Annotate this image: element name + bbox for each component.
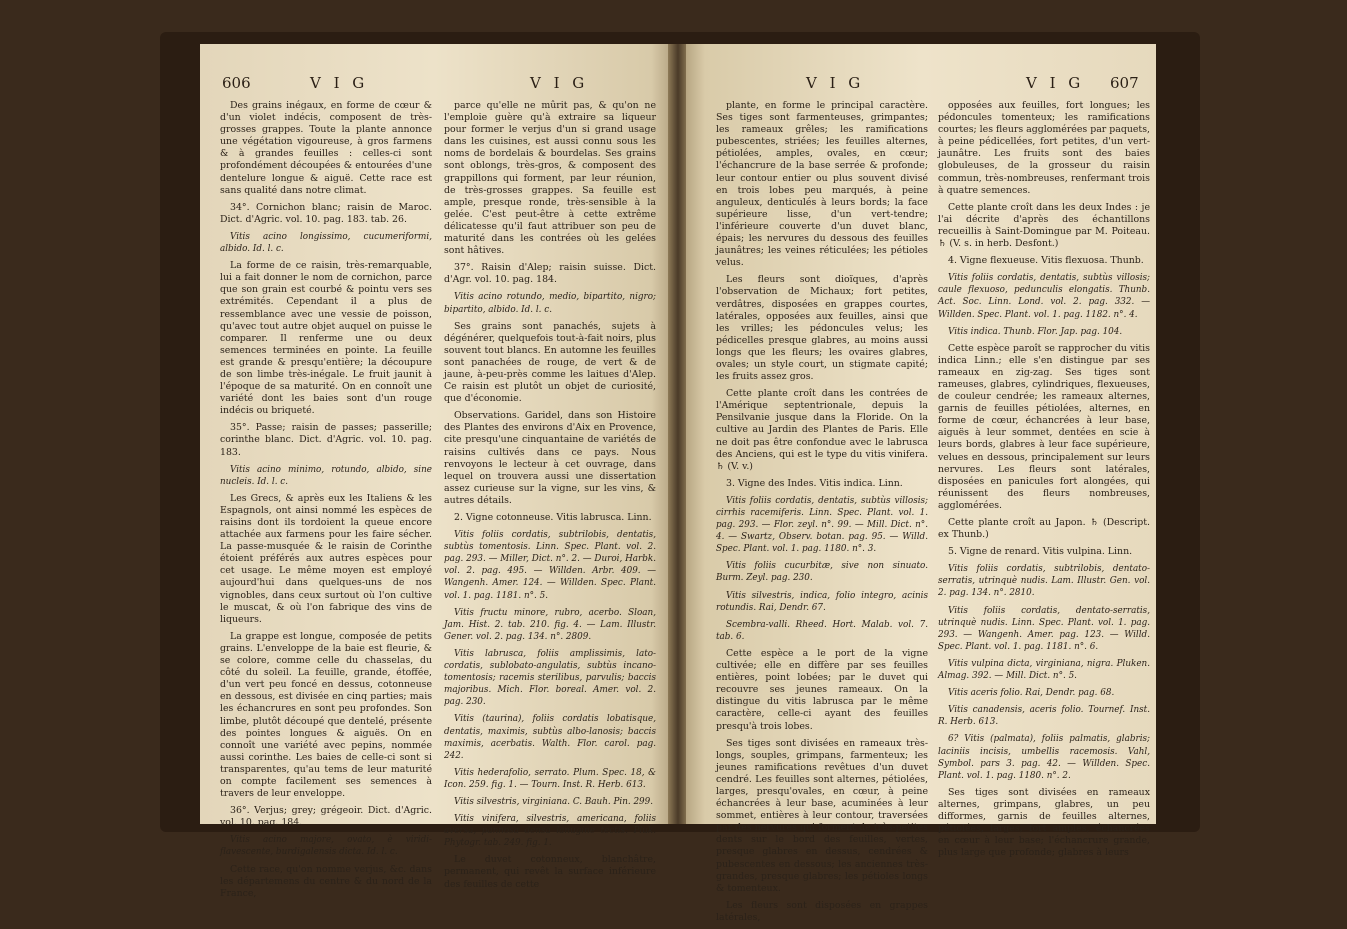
- paragraph: 2. Vigne cotonneuse. Vitis labrusca. Linn.: [454, 512, 652, 523]
- running-head-right-1: V I G: [806, 74, 865, 92]
- paragraph: Vitis hederafolio, serrato. Plum. Spec. 18, & Icon. 259. fig. 1. — Tourn. Inst. R. Herb. 613.: [444, 767, 656, 790]
- paragraph: Vitis foliis cordatis, subtrilobis, dentato-serratis, utrinquè nudis. Lam. Illustr. Gen. vol. 2. pag. 134. n°. 2810.: [938, 564, 1150, 599]
- paragraph: Vitis acino minimo, rotundo, albido, sine nucleis. Id. l. c.: [220, 464, 432, 487]
- paragraph: Le duvet cotonneux, blanchâtre, permanent, qui revêt la surface inférieure des feuilles de cette: [444, 854, 656, 890]
- paragraph: parce qu'elle ne mûrit pas, & qu'on ne l'emploie guère qu'à extraire sa liqueur pour former le verjus d'un si grand usage dans les cuisines, est aussi connu sous les noms de bordelais & bourdelas. Ses grains sont oblongs, très-gros, & composent des grappillons qui forment, par leur réunion, de très-grosses grappes. Sa feuille est ample, presque ronde, très-sensible à la gelée. C'est peut-être à cette extrême délicatesse qu'il faut attribuer son peu de maturité dans les contrées où les gelées sont hâtives.: [444, 100, 656, 257]
- paragraph: Vitis fructu minore, rubro, acerbo. Sloan, Jam. Hist. 2. tab. 210. fig. 4. — Lam. Illustr. Gener. vol. 2. pag. 134. n°. 2809.: [444, 607, 656, 642]
- paragraph: Les Grecs, & après eux les Italiens & les Espagnols, ont ainsi nommé les espèces de raisins dont ils tordoient la queue encore attachée aux farmens pour les faire sécher. La passe-musquée & le raisin de Corinthe étoient préférés aux autres espèces pour cet usage. Le même moyen est employé aujourd'hui dans quelques-uns de nos vignobles, dans ceux surtout où l'on cultive le muscat, & où l'on fabrique des vins de liqueurs.: [220, 492, 432, 625]
- paragraph: 6? Vitis (palmata), foliis palmatis, glabris; laciniis incisis, umbellis racemosis. Vahl, Symbol. pars 3. pag. 42. — Willden. Spec. Plant. vol. 1. pag. 1180. n°. 2.: [938, 734, 1150, 781]
- running-head-left-1: V I G: [310, 74, 369, 92]
- paragraph: Vitis foliis cordatis, subtrilobis, dentatis, subtùs tomentosis. Linn. Spec. Plant. vol. 2. pag. 293. — Miller, Dict. n°. 2. — Duroi, Harbk. vol. 2. pag. 495. — Willden. Arbr. 409. — Wangenh. Amer. 124. — Willden. Spec. Plant. vol. 1. pag. 1181. n°. 5.: [444, 530, 656, 601]
- paragraph: Les fleurs sont disposées en grappes latérales,: [716, 899, 928, 923]
- paragraph: La grappe est longue, composée de petits grains. L'enveloppe de la baie est fleurie, & se colore, comme celle du chasselas, du côté du soleil. La feuille, grande, étoffée, d'un vert peu foncé en dessus, cotonneuse en dessous, est divisée en cinq parties; mais les échancrures en sont peu profondes. Son limbe, plutôt découpé que dentelé, présente des pointes longues & aiguës. On en connoît une variété avec pepins, nommée aussi corinthe. Les baies de celle-ci sont si transparentes, qu'au tems de leur maturité on compte facilement ses semences à travers de leur enveloppe.: [220, 630, 432, 800]
- paragraph: Cette plante croît dans les contrées de l'Amérique septentrionale, depuis la Pensilvanie jusque dans la Floride. On la cultive au Jardin des Plantes de Paris. Elle ne doit pas être confondue avec le labrusca des Anciens, qui est le type du vitis vinifera. ♄ (V. v.): [716, 388, 928, 472]
- paragraph: Cette race, qu'on nomme verjus, &c. dans les départemens du centre & du nord de la France,: [220, 863, 432, 899]
- paragraph: 36°. Verjus; grey; grégeoir. Dict. d'Agric. vol. 10. pag. 184.: [220, 805, 432, 829]
- paragraph: Ses grains sont panachés, sujets à dégénérer, quelquefois tout-à-fait noirs, plus souvent tout blancs. En automne les feuilles sont panachées de rouge, de vert & de jaune, à-peu-près comme les laitues d'Alep. Ce raisin est plutôt un objet de curiosité, que d'économie.: [444, 320, 656, 405]
- running-head-left-2: V I G: [530, 74, 589, 92]
- right-page: [686, 44, 1156, 923]
- running-head-right-2: V I G: [1026, 74, 1085, 92]
- paragraph: 34°. Cornichon blanc; raisin de Maroc. Dict. d'Agric. vol. 10. pag. 183. tab. 26.: [220, 201, 432, 225]
- paragraph: Vitis silvestris, indica, folio integro, acinis rotundis. Rai, Dendr. 67.: [716, 590, 928, 613]
- paragraph: Scembra-valli. Rheed. Hort. Malab. vol. 7. tab. 6.: [716, 619, 928, 642]
- paragraph: Vitis acino majore, ovato, è viridi-flavescente, burdigalensis dicta. Id. l. c.: [220, 835, 432, 858]
- paragraph: Observations. Garidel, dans son Histoire des Plantes des environs d'Aix en Provence, cite presqu'une cinquantaine de variétés de raisins cultivés dans ce pays. Nous renvoyons le lecteur à cet ouvrage, dans lequel on trouvera aussi une dissertation assez curieuse sur la vigne, sur les vins, & autres détails.: [444, 410, 656, 506]
- paragraph: Cette plante croît au Japon. ♄ (Descript. ex Thunb.): [938, 517, 1150, 541]
- paragraph: Vitis aceris folio. Rai, Dendr. pag. 68.: [948, 688, 1115, 699]
- paragraph: La forme de ce raisin, très-remarquable, lui a fait donner le nom de cornichon, parce que son grain est courbé & pointu vers ses extrémités. Cependant il a plus de ressemblance avec une vessie de poisson, qu'avec tout autre objet auquel on puisse le comparer. Il renferme une ou deux semences terminées en pointe. La feuille est grande & presqu'entière; la découpure de son limbe très-inégale. Le fruit jaunit à l'époque de sa maturité. On en connoît une variété dont les baies sont d'un rouge indécis ou briqueté.: [220, 260, 432, 417]
- paragraph: Vitis acino longissimo, cucumeriformi, albido. Id. l. c.: [220, 231, 432, 255]
- page-number-right: 607: [1110, 74, 1139, 92]
- paragraph: Les fleurs sont dioïques, d'après l'observation de Michaux; fort petites, verdâtres, disposées en grappes courtes, latérales, opposées aux feuilles, ainsi que les vrilles; les pédoncules velus; les pédicelles presque glabres, au moins aussi longs que les fleurs; les ovaires glabres, ovales; un style court, un stigmate capité; les fruits assez gros.: [716, 274, 928, 383]
- paragraph: Ses tiges sont divisées en rameaux alternes, grimpans, glabres, un peu difformes, garnis de feuilles alternes, pétiolées, larges, fort amples, échancrées en cœur à leur base; l'échancrure grande, plus large que profonde; glabres à leurs: [938, 786, 1150, 859]
- right-column-2: [938, 100, 1150, 864]
- paragraph: 35°. Passe; raisin de passes; passerille; corinthe blanc. Dict. d'Agric. vol. 10. pag. 183.: [220, 422, 432, 458]
- paragraph: Vitis foliis cucurbitæ, sive non sinuato. Burm. Zeyl. pag. 230.: [716, 561, 928, 584]
- left-column-1: [220, 100, 432, 905]
- paragraph: Vitis silvestris, virginiana. C. Bauh. Pin. 299.: [454, 796, 654, 807]
- paragraph: Vitis foliis cordatis, dentato-serratis, utrinquè nudis. Linn. Spec. Plant. vol. 1. pag. 293. — Wangenh. Amer. pag. 123. — Willd. Spec. Plant. vol. 1. pag. 1181. n°. 6.: [938, 605, 1150, 652]
- paragraph: 5. Vigne de renard. Vitis vulpina. Linn.: [948, 546, 1133, 558]
- paragraph: Vitis foliis cordatis, dentatis, subtùs villosis; caule flexuoso, pedunculis elongatis. Thunb. Act. Soc. Linn. Lond. vol. 2. pag. 332. — Willden. Spec. Plant. vol. 1. pag. 1182. n°. 4.: [938, 273, 1150, 320]
- paragraph: 3. Vigne des Indes. Vitis indica. Linn.: [726, 477, 903, 489]
- paragraph: Ses tiges sont divisées en rameaux très-longs, souples, grimpans, farmenteux; les jeunes ramifications revêtues d'un duvet cendré. Les feuilles sont alternes, pétiolées, larges, presqu'ovales, en cœur, à peine échancrées à leur base, acuminées à leur sommet, entières à leur contour, traversées par des nervures qui forment de très-petites dents sur le bord des feuilles, vertes, presque glabres en dessus, cendrées & pubescentes en dessous; les anciennes très-grandes, presque glabres; les pétioles longs & tomenteux.: [716, 737, 928, 894]
- paragraph: Cette espèce a le port de la vigne cultivée; elle en diffère par ses feuilles entières, point lobées; par le duvet qui recouvre ses jeunes rameaux. On la distingue du vitis labrusca par le même caractère, celle-ci ayant des feuilles presqu'à trois lobes.: [716, 647, 928, 732]
- paragraph: Vitis vinifera, silvestris, americana, foliis aversa, pannosa densa lanugine tectis. Pluk. Phytogr. tab. 249. fig. 1.: [444, 814, 656, 849]
- paragraph: Vitis acino rotundo, medio, bipartito, nigro; bipartito, albido. Id. l. c.: [444, 292, 656, 315]
- paragraph: Vitis indica. Thunb. Flor. Jap. pag. 104.: [948, 326, 1123, 337]
- paragraph: plante, en forme le principal caractère. Ses tiges sont farmenteuses, grimpantes; les rameaux grêles; les ramifications pubescentes, striées; les feuilles alternes, pétiolées, amples, ovales, en cœur; l'échancrure de la base serrée & profonde; leur contour entier ou plus souvent divisé en trois lobes peu marqués, à peine anguleux, denticulés à leurs bords; la face supérieure lisse, d'un vert-tendre; l'inférieure couverte d'un duvet blanc, épais; les nervures du dessous des feuilles jaunâtres; les veines réticulées; les pétioles velus.: [716, 100, 928, 269]
- paragraph: 37°. Raisin d'Alep; raisin suisse. Dict. d'Agr. vol. 10. pag. 184.: [444, 262, 656, 286]
- paragraph: 4. Vigne flexueuse. Vitis flexuosa. Thunb.: [948, 255, 1144, 267]
- paragraph: Vitis foliis cordatis, dentatis, subtùs villosis; cirrhis racemiferis. Linn. Spec. Plant. vol. 1. pag. 293. — Flor. zeyl. n°. 99. — Mill. Dict. n°. 4. — Swartz, Observ. botan. pag. 95. — Willd. Spec. Plant. vol. 1. pag. 1180. n°. 3.: [716, 495, 928, 555]
- paragraph: Vitis vulpina dicta, virginiana, nigra. Pluken. Almag. 392. — Mill. Dict. n°. 5.: [938, 658, 1150, 682]
- left-column-2: [444, 100, 656, 896]
- paragraph: Vitis labrusca, foliis amplissimis, lato-cordatis, sublobato-angulatis, subtùs incano-tomentosis; racemis sterilibus, parvulis; baccis majoribus. Mich. Flor. boreal. Amer. vol. 2. pag. 230.: [444, 648, 656, 708]
- paragraph: opposées aux feuilles, fort longues; les pédoncules tomenteux; les ramifications courtes; les fleurs agglomérées par paquets, à peine pédicellées, fort petites, d'un vert-jaunâtre. Les fruits sont des baies globuleuses, de la grosseur du raisin commun, très-nombreuses, renfermant trois à quatre semences.: [938, 100, 1150, 196]
- book-spine: [668, 44, 688, 824]
- paragraph: Vitis canadensis, aceris folio. Tournef. Inst. R. Herb. 613.: [938, 705, 1150, 728]
- page-number-left: 606: [222, 74, 251, 92]
- paragraph: Cette plante croît dans les deux Indes : je l'ai décrite d'après des échantillons recueillis à Saint-Domingue par M. Poiteau. ♄ (V. s. in herb. Desfont.): [938, 201, 1150, 250]
- paragraph: Cette espèce paroît se rapprocher du vitis indica Linn.; elle s'en distingue par ses rameaux en zig-zag. Ses tiges sont rameuses, glabres, cylindriques, flexueuses, de couleur cendrée; les rameaux alternes, garnis de feuilles pétiolées, alternes, en forme de cœur, échancrées à leur base, aiguës à leur sommet, dentées en scie à leurs bords, glabres à leur face supérieure, velues en dessous, principalement sur leurs nervures. Les fleurs sont latérales, disposées en panicules fort alongées, qui réunissent des fleurs nombreuses, agglomérées.: [938, 342, 1150, 511]
- left-page: [200, 44, 670, 899]
- right-column-1: [716, 100, 928, 929]
- paragraph: Des grains inégaux, en forme de cœur & d'un violet indécis, composent de très-grosses grappes. Toute la plante annonce une végétation vigoureuse, à gros farmens & à grandes feuilles : celles-ci sont profondément découpées & entourées d'une dentelure longue & aiguë. Cette race est sans qualité dans notre climat.: [220, 100, 432, 196]
- paragraph: Vitis (taurina), foliis cordatis lobatisque, dentatis, maximis, subtùs albo-lanosis; baccis maximis, acerbatis. Walth. Flor. carol. pag. 242.: [444, 714, 656, 761]
